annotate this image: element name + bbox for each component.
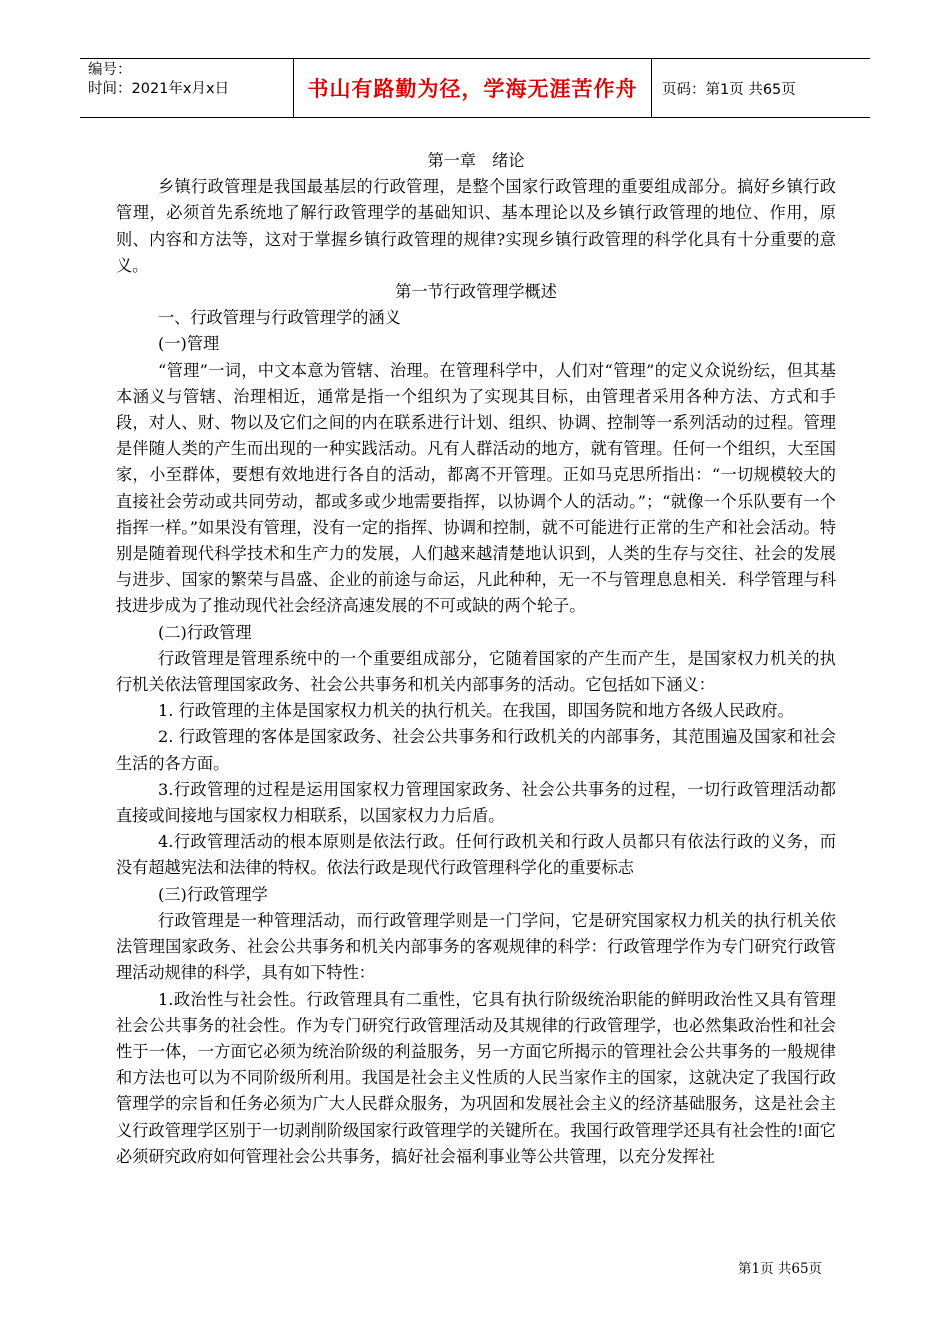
paragraph-administration: 行政管理是管理系统中的一个重要组成部分，它随着国家的产生而产生，是国家权力机关的执行机关依法管理国家政务、社会公共事务和机关内部事务的活动。它包括如下涵义： bbox=[116, 648, 836, 695]
paragraph-politics-society: 1.政治性与社会性。行政管理具有二重性，它具有执行阶级统治职能的鲜明政治性又具有管理社会公共事务的社会性。作为专门研究行政管理活动及其规律的行政管理学，也必然集政治性和社会性于一体，一方面它必须为统治阶级的利益服务，另一方面它所揭示的管理社会公共事务的一般规律和方法也可以为不同阶级所利用。我国是社会主义性质的人民当家作主的国家，这就决定了我国行政管理学的宗旨和任务必须为广大人民群众服务，为巩固和发展社会主义的经济基础服务，这是社会主义行政管理学区别于一切剥削阶级国家行政管理学的关键所在。我国行政管理学还具有社会性的!面它必须研究政府如何管理社会公共事务，搞好社会福利事业等公共管理，以充分发挥社 bbox=[116, 989, 836, 1166]
paragraph-admin-science: 行政管理是一种管理活动，而行政管理学则是一门学问，它是研究国家权力机关的执行机关依法管理国家政务、社会公共事务和机关内部事务的客观规律的科学：行政管理学作为专门研究行政管理活动规律的科学，具有如下特性： bbox=[116, 910, 836, 983]
page-footer: 第1页 共65页 bbox=[738, 1261, 823, 1277]
header-motto: 书山有路勤为径，学海无涯苦作舟 bbox=[293, 59, 652, 117]
list-item-2: 2. 行政管理的客体是国家政务、社会公共事务和行政机关的内部事务，其范围遍及国家和社会生活的各方面。 bbox=[116, 727, 836, 773]
document-body bbox=[116, 148, 836, 1170]
subheading-management: (一)管理 bbox=[158, 334, 220, 354]
document-time-label: 时间：2021年x月x日 bbox=[88, 81, 230, 97]
header-page-label: 页码：第1页 共65页 bbox=[662, 81, 796, 98]
header-meta bbox=[80, 59, 293, 117]
section-title: 第一节行政管理学概述 bbox=[395, 282, 557, 302]
heading-1: 一、行政管理与行政管理学的涵义 bbox=[158, 308, 401, 328]
intro-paragraph: 乡镇行政管理是我国最基层的行政管理，是整个国家行政管理的重要组成部分。搞好乡镇行政管理，必须首先系统地了解行政管理学的基础知识、基本理论以及乡镇行政管理的地位、作用，原则、内容和方法等，这对于掌握乡镇行政管理的规律?实现乡镇行政管理的科学化具有十分重要的意义。 bbox=[116, 177, 836, 275]
subheading-admin-science: (三)行政管理学 bbox=[158, 884, 268, 904]
page-header bbox=[80, 58, 870, 118]
list-item-1: 1. 行政管理的主体是国家权力机关的执行机关。在我国，即国务院和地方各级人民政府。 bbox=[158, 701, 794, 721]
list-item-3: 3.行政管理的过程是运用国家权力管理国家政务、社会公共事务的过程，一切行政管理活动都直接或间接地与国家权力相联系，以国家权力力后盾。 bbox=[116, 779, 836, 826]
subheading-administration: (二)行政管理 bbox=[158, 622, 252, 642]
chapter-title: 第一章 绪论 bbox=[427, 151, 525, 170]
paragraph-management: “管理”一词，中文本意为管辖、治理。在管理科学中，人们对“管理”的定义众说纷纭，但其基本涵义与管辖、治理相近，通常是指一个组织为了实现其目标，由管理者采用各种方法、方式和手段，对人、财、物以及它们之间的内在联系进行计划、组织、协调、控制等一系列活动的过程。管理是伴随人类的产生而出现的一种实践活动。凡有人群活动的地方，就有管理。任何一个组织，大至国家，小至群体，要想有效地进行各自的活动，都离不开管理。正如马克思所指出：“一切规模较大的直接社会劳动或共同劳动，都或多或少地需要指挥，以协调个人的活动。”；“就像一个乐队要有一个指挥一样。”如果没有管理，没有一定的指挥、协调和控制，就不可能进行正常的生产和社会活动。特别是随着现代科学技术和生产力的发展，人们越来越清楚地认识到，人类的生存与交往、社会的发展与进步、国家的繁荣与昌盛、企业的前途与命运，凡此种种，无一不与管理息息相关．科学管理与科技进步成为了推动现代社会经济高速发展的不可或缺的两个轮子。 bbox=[116, 360, 836, 616]
list-item-4: 4.行政管理活动的根本原则是依法行政。任何行政机关和行政人员都只有依法行政的义务，而没有超越宪法和法律的特权。依法行政是现代行政管理科学化的重要标志 bbox=[116, 832, 836, 878]
document-number-label: 编号： bbox=[88, 62, 132, 78]
